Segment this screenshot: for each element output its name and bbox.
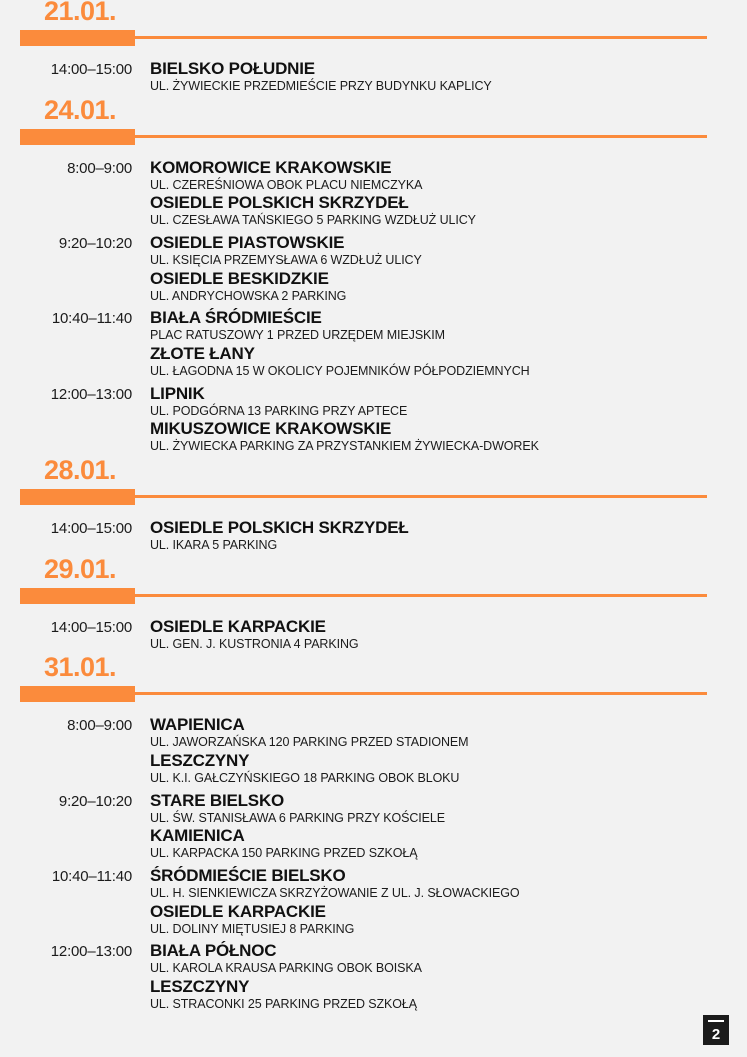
schedule-section xyxy=(0,553,747,655)
schedule-row xyxy=(0,863,747,939)
stop-group xyxy=(140,715,747,786)
stop-place: KOMOROWICE KRAKOWSKIE xyxy=(150,157,392,177)
stop-place: LESZCZYNY xyxy=(150,976,250,996)
schedule-row xyxy=(0,56,747,97)
date-bar-decoration xyxy=(20,489,135,505)
stop-group xyxy=(140,617,747,653)
stop-place: BIELSKO POŁUDNIE xyxy=(150,59,315,78)
schedule-section xyxy=(0,0,747,97)
stop-address: UL. STRACONKI 25 PARKING PRZED SZKOŁĄ xyxy=(150,996,417,1011)
stop-place: OSIEDLE POLSKICH SKRZYDEŁ xyxy=(150,517,409,537)
stop-address: UL. KARPACKA 150 PARKING PRZED SZKOŁĄ xyxy=(150,846,418,861)
stop-address: UL. ŚW. STANISŁAWA 6 PARKING PRZY KOŚCIELE xyxy=(150,810,445,825)
stop-place: ŚRÓDMIEŚCIE BIELSKO xyxy=(150,865,346,885)
stop-address: UL. GEN. J. KUSTRONIA 4 PARKING xyxy=(150,636,359,651)
stop-place: LIPNIK xyxy=(150,383,205,403)
schedule-section xyxy=(0,94,747,457)
stop-address: PLAC RATUSZOWY 1 PRZED URZĘDEM MIEJSKIM xyxy=(150,328,445,343)
entry-list xyxy=(0,151,747,457)
stop-address: UL. ŁAGODNA 15 W OKOLICY POJEMNIKÓW PÓŁPODZIEMNYCH xyxy=(150,363,530,378)
stop-address: UL. CZESŁAWA TAŃSKIEGO 5 PARKING WZDŁUŻ ULICY xyxy=(150,213,476,228)
time-label: 14:00–15:00 xyxy=(50,618,132,636)
time-label: 9:20–10:20 xyxy=(58,234,132,252)
entry-list xyxy=(0,610,747,655)
schedule-row xyxy=(0,788,747,864)
schedule-section xyxy=(0,652,747,1014)
stop-place: OSIEDLE KARPACKIE xyxy=(150,616,326,636)
schedule-row xyxy=(0,155,747,231)
date-header xyxy=(0,94,747,151)
date-label: 28.01. xyxy=(43,454,117,485)
stop-place: ZŁOTE ŁANY xyxy=(150,343,255,363)
date-header xyxy=(0,652,747,708)
schedule-row xyxy=(0,712,747,788)
stop-place: OSIEDLE BESKIDZKIE xyxy=(150,268,329,288)
stop-group xyxy=(140,59,747,95)
entry-list xyxy=(0,52,747,97)
stop-address: UL. PODGÓRNA 13 PARKING PRZY APTECE xyxy=(150,403,408,418)
stop-place: OSIEDLE PIASTOWSKIE xyxy=(150,232,345,252)
date-rule-decoration xyxy=(135,36,707,39)
schedule-section xyxy=(0,454,747,556)
page-number: 2 xyxy=(703,1015,729,1045)
entry-list xyxy=(0,511,747,556)
time-label: 10:40–11:40 xyxy=(51,867,132,885)
stop-group xyxy=(140,941,747,1012)
stop-group xyxy=(140,233,747,304)
stop-address: UL. IKARA 5 PARKING xyxy=(150,537,278,552)
date-header xyxy=(0,0,747,52)
time-label: 9:20–10:20 xyxy=(58,792,132,810)
schedule-row xyxy=(0,230,747,306)
schedule-row xyxy=(0,515,747,556)
schedule-row xyxy=(0,381,747,457)
time-label: 12:00–13:00 xyxy=(50,385,132,403)
stop-address: UL. CZEREŚNIOWA OBOK PLACU NIEMCZYKA xyxy=(150,177,423,192)
stop-group xyxy=(140,866,747,937)
time-label: 14:00–15:00 xyxy=(50,61,132,78)
date-label: 24.01. xyxy=(43,94,117,125)
time-label: 8:00–9:00 xyxy=(67,159,132,177)
date-rule-decoration xyxy=(135,594,707,597)
stop-group xyxy=(140,308,747,379)
stop-place: OSIEDLE KARPACKIE xyxy=(150,901,326,921)
date-label: 31.01. xyxy=(43,652,117,683)
date-bar-decoration xyxy=(20,686,135,702)
date-bar-decoration xyxy=(20,30,135,46)
date-rule-decoration xyxy=(135,135,707,138)
date-label: 29.01. xyxy=(43,553,117,584)
date-rule-decoration xyxy=(135,692,707,695)
time-label: 8:00–9:00 xyxy=(67,717,132,735)
stop-place: BIAŁA ŚRÓDMIEŚCIE xyxy=(150,308,322,328)
stop-address: UL. DOLINY MIĘTUSIEJ 8 PARKING xyxy=(150,921,355,936)
date-bar-decoration xyxy=(20,588,135,604)
time-label: 10:40–11:40 xyxy=(51,310,132,328)
stop-place: KAMIENICA xyxy=(150,826,245,846)
stop-place: WAPIENICA xyxy=(150,715,245,735)
time-label: 14:00–15:00 xyxy=(50,519,132,537)
entry-list xyxy=(0,708,747,1014)
stop-address: UL. ŻYWIECKA PARKING ZA PRZYSTANKIEM ŻYWIECKA-DWOREK xyxy=(150,439,539,454)
date-bar-decoration xyxy=(20,129,135,145)
date-label: 21.01. xyxy=(43,0,117,26)
stop-place: OSIEDLE POLSKICH SKRZYDEŁ xyxy=(150,193,409,213)
stop-place: STARE BIELSKO xyxy=(150,790,285,810)
stop-group xyxy=(140,518,747,554)
stop-address: UL. KAROLA KRAUSA PARKING OBOK BOISKA xyxy=(150,961,422,976)
stop-group xyxy=(140,158,747,229)
stop-place: LESZCZYNY xyxy=(150,750,250,770)
stop-address: UL. ŻYWIECKIE PRZEDMIEŚCIE PRZY BUDYNKU KAPLICY xyxy=(150,79,492,94)
date-rule-decoration xyxy=(135,495,707,498)
stop-address: UL. JAWORZAŃSKA 120 PARKING PRZED STADIONEM xyxy=(150,735,469,750)
stop-place: BIAŁA PÓŁNOC xyxy=(150,941,277,961)
stop-place: MIKUSZOWICE KRAKOWSKIE xyxy=(150,419,392,439)
stop-address: UL. ANDRYCHOWSKA 2 PARKING xyxy=(150,288,347,303)
stop-group xyxy=(140,791,747,862)
stop-address: UL. K.I. GAŁCZYŃSKIEGO 18 PARKING OBOK BLOKU xyxy=(150,770,460,785)
stop-address: UL. KSIĘCIA PRZEMYSŁAWA 6 WZDŁUŻ ULICY xyxy=(150,253,422,267)
schedule-row xyxy=(0,614,747,655)
time-label: 12:00–13:00 xyxy=(50,943,132,961)
date-header xyxy=(0,454,747,511)
date-header xyxy=(0,553,747,610)
stop-address: UL. H. SIENKIEWICZA SKRZYŻOWANIE Z UL. J. SŁOWACKIEGO xyxy=(150,885,520,900)
schedule-row xyxy=(0,938,747,1014)
stop-group xyxy=(140,384,747,455)
schedule-row xyxy=(0,305,747,381)
